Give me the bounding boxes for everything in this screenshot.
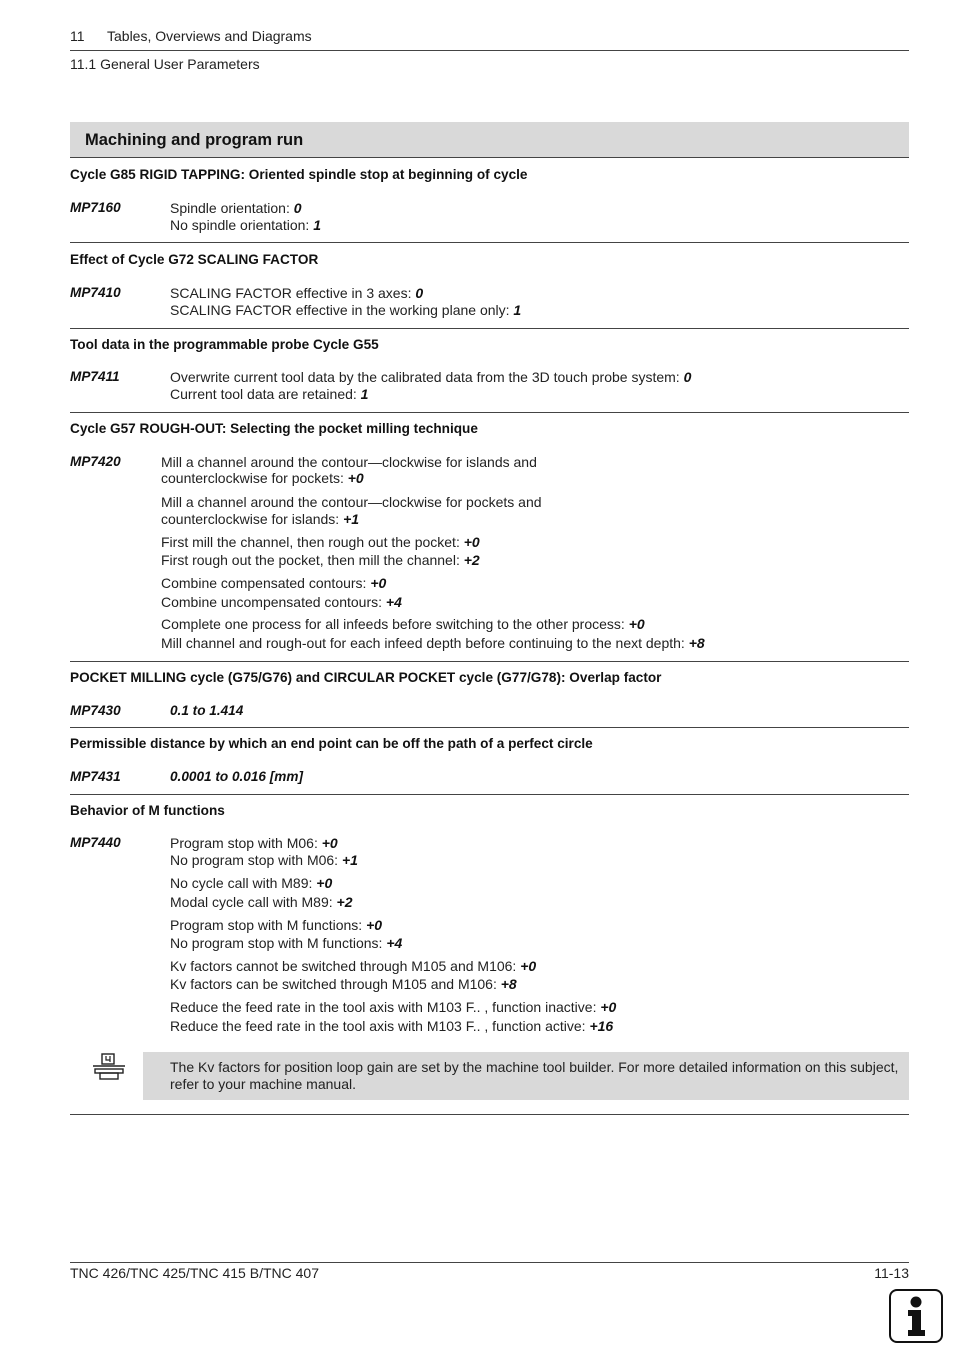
param-range: 0.0001 to 0.016 [mm]	[170, 769, 303, 784]
info-icon[interactable]	[889, 1289, 943, 1343]
section-title-bar	[70, 122, 909, 158]
block-heading-g85: Cycle G85 RIGID TAPPING: Oriented spindle stop at beginning of cycle	[70, 167, 528, 182]
option-line: Reduce the feed rate in the tool axis with M103 F.. , function inactive: +0	[170, 999, 617, 1015]
option-line: counterclockwise for islands: +1	[161, 511, 360, 527]
param-mp7420: MP7420	[70, 454, 121, 469]
param-range: 0.1 to 1.414	[170, 703, 244, 718]
block-heading-g55: Tool data in the programmable probe Cycle G55	[70, 337, 379, 352]
block-divider	[70, 727, 909, 728]
machine-tool-icon	[92, 1053, 128, 1081]
option-line: No spindle orientation: 1	[170, 217, 321, 233]
block-heading-overlap: POCKET MILLING cycle (G75/G76) and CIRCULAR POCKET cycle (G77/G78): Overlap factor	[70, 670, 662, 685]
option-line: Program stop with M functions: +0	[170, 917, 383, 933]
param-mp7411: MP7411	[70, 369, 120, 384]
option-line: Current tool data are retained: 1	[170, 386, 369, 402]
param-mp7410: MP7410	[70, 285, 121, 300]
block-divider	[70, 242, 909, 243]
note-box	[143, 1052, 909, 1100]
note-text: The Kv factors for position loop gain are set by the machine tool builder. For more detailed information on this subject, refer to your machine manual.	[170, 1059, 899, 1092]
option-line: Program stop with M06: +0	[170, 835, 338, 851]
header-rule	[70, 50, 909, 51]
option-line: SCALING FACTOR effective in 3 axes: 0	[170, 285, 424, 301]
option-line: Mill channel and rough-out for each infeed depth before continuing to the next depth: +8	[161, 635, 705, 651]
section-title: Machining and program run	[85, 131, 304, 149]
option-line: Reduce the feed rate in the tool axis with M103 F.. , function active: +16	[170, 1018, 614, 1034]
option-line: Kv factors can be switched through M105 and M106: +8	[170, 976, 517, 992]
block-heading-mfunc: Behavior of M functions	[70, 803, 225, 818]
block-divider	[70, 328, 909, 329]
option-line: No cycle call with M89: +0	[170, 875, 333, 891]
option-line: SCALING FACTOR effective in the working plane only: 1	[170, 302, 522, 318]
option-line: Complete one process for all infeeds before switching to the other process: +0	[161, 616, 645, 632]
chapter-title: Tables, Overviews and Diagrams	[107, 28, 312, 44]
option-line: No program stop with M functions: +4	[170, 935, 403, 951]
param-mp7430: MP7430	[70, 703, 121, 718]
param-mp7160: MP7160	[70, 200, 121, 215]
block-heading-g72: Effect of Cycle G72 SCALING FACTOR	[70, 252, 319, 267]
option-line: Mill a channel around the contour—clockwise for pockets and	[161, 494, 542, 510]
section-label: 11.1 General User Parameters	[70, 56, 260, 72]
option-line: counterclockwise for pockets: +0	[161, 470, 364, 486]
option-line: No program stop with M06: +1	[170, 852, 358, 868]
block-divider	[70, 661, 909, 662]
block-heading-g57: Cycle G57 ROUGH-OUT: Selecting the pocket milling technique	[70, 421, 478, 436]
option-line: Combine compensated contours: +0	[161, 575, 387, 591]
footer-model-list: TNC 426/TNC 425/TNC 415 B/TNC 407	[70, 1265, 319, 1281]
option-line: Combine uncompensated contours: +4	[161, 594, 402, 610]
block-divider	[70, 794, 909, 795]
block-divider	[70, 412, 909, 413]
block-heading-circle: Permissible distance by which an end point can be off the path of a perfect circle	[70, 736, 593, 751]
option-line: Modal cycle call with M89: +2	[170, 894, 353, 910]
page-number: 11-13	[874, 1265, 909, 1281]
param-mp7431: MP7431	[70, 769, 121, 784]
block-divider	[70, 1114, 909, 1115]
chapter-number: 11	[70, 28, 85, 44]
footer-rule	[70, 1262, 909, 1263]
option-line: First rough out the pocket, then mill the channel: +2	[161, 552, 480, 568]
option-line: Mill a channel around the contour—clockwise for islands and	[161, 454, 537, 470]
param-mp7440: MP7440	[70, 835, 121, 850]
option-line: Kv factors cannot be switched through M105 and M106: +0	[170, 958, 537, 974]
option-line: Overwrite current tool data by the calibrated data from the 3D touch probe system: 0	[170, 369, 692, 385]
option-line: First mill the channel, then rough out the pocket: +0	[161, 534, 480, 550]
option-line: Spindle orientation: 0	[170, 200, 302, 216]
